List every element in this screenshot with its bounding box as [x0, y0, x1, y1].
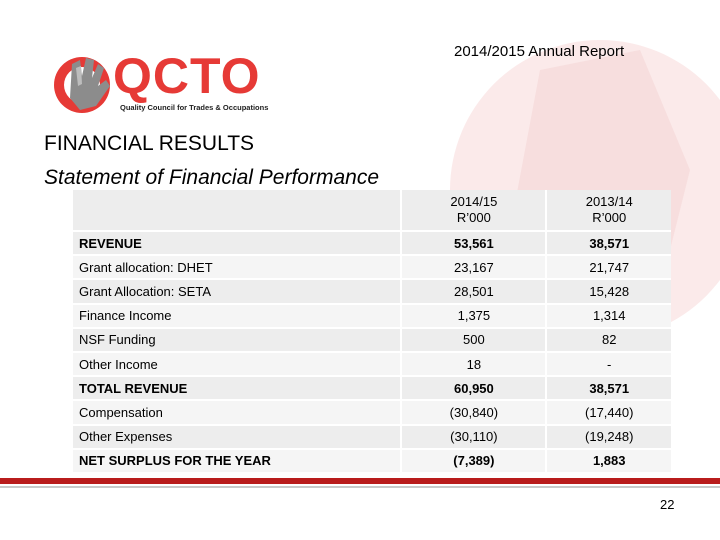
table-row: [73, 256, 671, 280]
footer-red-band: [0, 478, 720, 484]
row-label: Finance Income: [73, 305, 400, 329]
page-number: 22: [660, 497, 675, 512]
row-label: Grant allocation: DHET: [73, 256, 400, 280]
value-2014-15: (30,840): [400, 401, 545, 425]
value-2013-14: 15,428: [545, 280, 671, 304]
value-2014-15: 53,561: [400, 232, 545, 256]
value-2013-14: 38,571: [545, 232, 671, 256]
value-2014-15: (30,110): [400, 426, 545, 450]
footer-divider: [0, 486, 720, 488]
table-row: [73, 305, 671, 329]
table-header-empty: [73, 190, 400, 232]
header-unit: R’000: [592, 210, 627, 225]
value-2013-14: 21,747: [545, 256, 671, 280]
table-header-2014-15: [400, 190, 545, 232]
section-subtitle: Statement of Financial Performance: [44, 166, 379, 189]
row-label: Compensation: [73, 401, 400, 425]
row-label: TOTAL REVENUE: [73, 377, 400, 401]
row-label: NSF Funding: [73, 329, 400, 353]
table-row: [73, 401, 671, 425]
value-2014-15: 1,375: [400, 305, 545, 329]
header-year: 2013/14: [585, 194, 633, 209]
table-header-row: [73, 190, 671, 232]
value-2013-14: 1,883: [545, 450, 671, 474]
value-2013-14: 1,314: [545, 305, 671, 329]
table-row: [73, 232, 671, 256]
row-label: NET SURPLUS FOR THE YEAR: [73, 450, 400, 474]
table-row: [73, 280, 671, 304]
row-label: Other Income: [73, 353, 400, 377]
value-2014-15: 23,167: [400, 256, 545, 280]
table-row: [73, 353, 671, 377]
table-row: [73, 377, 671, 401]
table-row: [73, 329, 671, 353]
value-2014-15: 28,501: [400, 280, 545, 304]
financial-performance-table: [73, 190, 671, 474]
logo-wordmark: QCTO: [113, 48, 261, 104]
row-label: REVENUE: [73, 232, 400, 256]
table-row: [73, 450, 671, 474]
table-row: [73, 426, 671, 450]
value-2014-15: 60,950: [400, 377, 545, 401]
value-2013-14: 82: [545, 329, 671, 353]
row-label: Other Expenses: [73, 426, 400, 450]
value-2013-14: -: [545, 353, 671, 377]
row-label: Grant Allocation: SETA: [73, 280, 400, 304]
value-2013-14: 38,571: [545, 377, 671, 401]
value-2014-15: 500: [400, 329, 545, 353]
value-2014-15: 18: [400, 353, 545, 377]
header-year: 2014/15: [450, 194, 498, 209]
header-unit: R’000: [456, 210, 491, 225]
section-title: FINANCIAL RESULTS: [44, 132, 255, 155]
logo-subtitle: Quality Council for Trades & Occupations: [120, 103, 269, 112]
value-2013-14: (19,248): [545, 426, 671, 450]
value-2013-14: (17,440): [545, 401, 671, 425]
value-2014-15: (7,389): [400, 450, 545, 474]
table-header-2013-14: [545, 190, 671, 232]
report-title: 2014/2015 Annual Report: [454, 43, 625, 60]
